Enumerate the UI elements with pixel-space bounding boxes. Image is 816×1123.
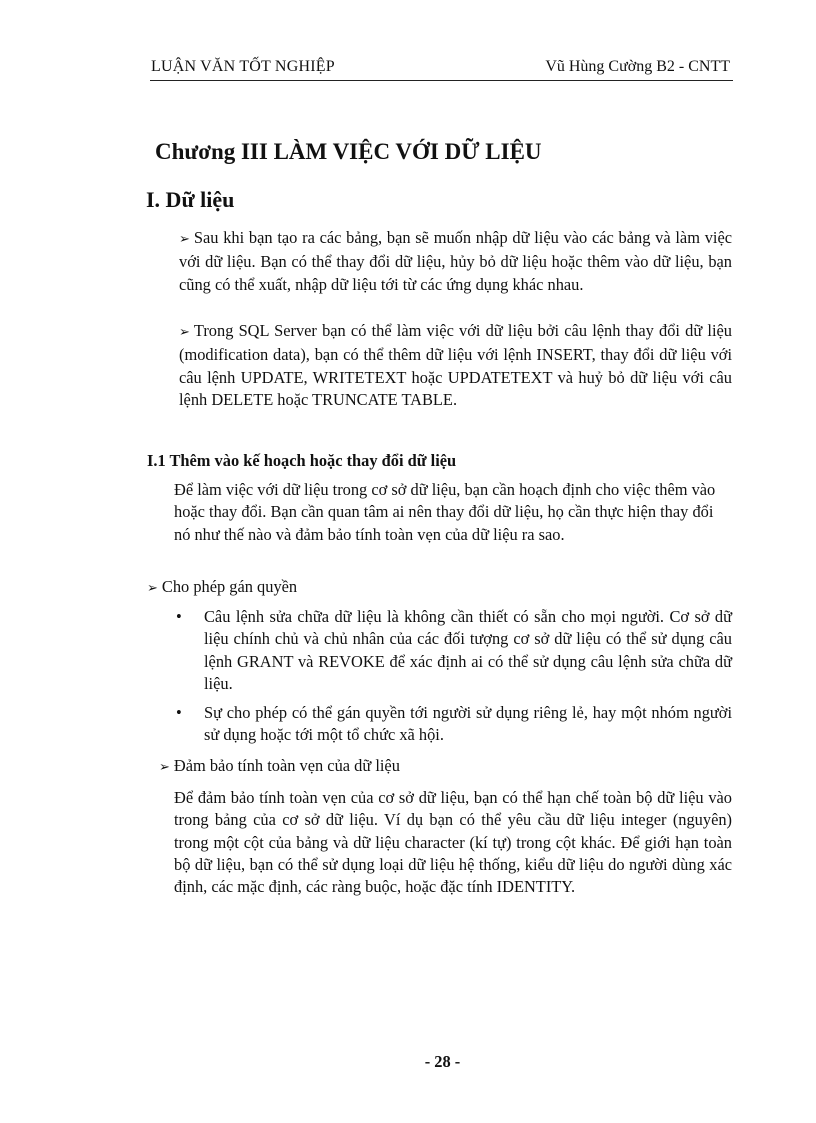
bullet-dot-icon: • bbox=[176, 607, 182, 626]
bullet-permissions bbox=[147, 577, 297, 597]
arrow-bullet-icon: ➢ bbox=[179, 325, 190, 340]
paragraph-integrity: Để đảm bảo tính toàn vẹn của cơ sở dữ liệu, bạn có thể hạn chế toàn bộ dữ liệu vào trong bảng của cơ sở dữ liệu. Ví dụ bạn có thể yêu cầu dữ liệu integer (nguyên) trong một cột của bảng và dữ liệu character (kí tự) trong cột khác. Để giới hạn toàn bộ dữ liệu, bạn có thể sử dụng loại dữ liệu hệ thống, kiểu dữ liệu do người dùng xác định, các mặc định, các ràng buộc, hoặc đặc tính IDENTITY. bbox=[174, 788, 732, 897]
chapter-title: Chương III LÀM VIỆC VỚI DỮ LIỆU bbox=[155, 139, 542, 164]
header-divider bbox=[150, 80, 733, 81]
list-item bbox=[174, 606, 732, 695]
bullet-integrity bbox=[159, 756, 400, 776]
bullet-permissions-label: Cho phép gán quyền bbox=[161, 577, 298, 596]
list-item-text: Sự cho phép có thể gán quyền tới người sử dụng riêng lẻ, hay một nhóm người sử dụng hoặc tới một tổ chức xã hội. bbox=[204, 703, 732, 745]
bullet-integrity-label: Đảm bảo tính toàn vẹn của dữ liệu bbox=[173, 756, 400, 775]
page-number: - 28 - bbox=[424, 1052, 461, 1071]
paragraph-sql-server-text: Trong SQL Server bạn có thể làm việc với dữ liệu bởi câu lệnh thay đổi dữ liệu (modification data), bạn có thể thêm dữ liệu với lệnh INSERT, thay đổi dữ liệu với câu lệnh UPDATE, WRITETEXT hoặc UPDATETEXT và huỷ bỏ dữ liệu với câu lệnh DELETE hoặc TRUNCATE TABLE. bbox=[179, 321, 732, 409]
arrow-bullet-icon: ➢ bbox=[159, 760, 170, 775]
subsection-title: I.1 Thêm vào kế hoạch hoặc thay đổi dữ liệu bbox=[147, 451, 457, 470]
paragraph-intro-text: Sau khi bạn tạo ra các bảng, bạn sẽ muốn nhập dữ liệu vào các bảng và làm việc với dữ liệu. Bạn có thể thay đổi dữ liệu, hủy bỏ dữ liệu hoặc thêm vào dữ liệu, bạn cũng có thể xuất, nhập dữ liệu tới từ các ứng dụng khác nhau. bbox=[179, 228, 732, 294]
section-title: I. Dữ liệu bbox=[146, 187, 235, 212]
arrow-bullet-icon: ➢ bbox=[179, 232, 190, 247]
header-thesis-label: LUẬN VĂN TỐT NGHIỆP bbox=[151, 58, 335, 75]
header-author-label: Vũ Hùng Cường B2 - CNTT bbox=[545, 58, 730, 75]
paragraph-intro bbox=[179, 227, 732, 296]
bullet-dot-icon: • bbox=[176, 703, 182, 722]
list-item-text: Câu lệnh sửa chữa dữ liệu là không cần thiết có sẵn cho mọi người. Cơ sở dữ liệu chính chủ và chủ nhân của các đối tượng cơ sở dữ liệu có thể sử dụng câu lệnh GRANT và REVOKE để xác định ai có thể sử dụng câu lệnh sửa chữa dữ liệu. bbox=[204, 607, 732, 693]
list-item bbox=[174, 702, 732, 747]
arrow-bullet-icon: ➢ bbox=[147, 581, 158, 596]
paragraph-sql-server bbox=[179, 320, 732, 411]
paragraph-planning: Để làm việc với dữ liệu trong cơ sở dữ liệu, bạn cần hoạch định cho việc thêm vào hoặc thay đổi. Bạn cần quan tâm ai nên thay đổi dữ liệu, họ cần thực hiện thay đổi nó như thế nào và đảm bảo tính toàn vẹn của dữ liệu ra sao. bbox=[174, 480, 716, 544]
